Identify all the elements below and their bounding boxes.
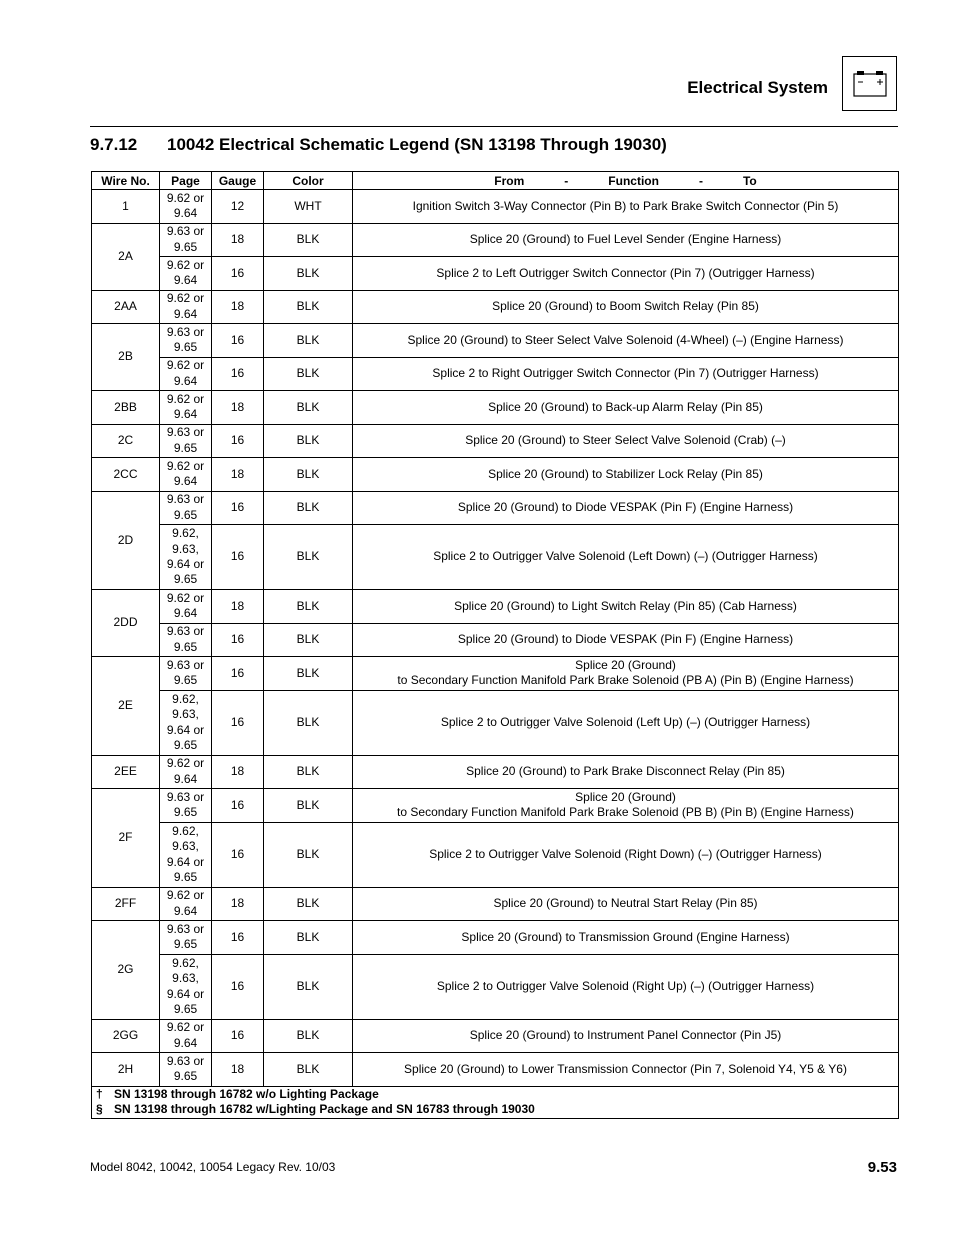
table-body (92, 190, 899, 1087)
page-cell: 9.63 or 9.65 (160, 789, 212, 823)
description-cell: Splice 20 (Ground) to Back-up Alarm Relay (Pin 85) (353, 391, 899, 425)
note-line (96, 1087, 894, 1102)
color-cell: BLK (264, 657, 353, 691)
wire-number-cell: 2GG (92, 1019, 160, 1053)
gauge-cell: 12 (212, 190, 264, 224)
description-cell: Splice 2 to Outrigger Valve Solenoid (Right Down) (–) (Outrigger Harness) (353, 822, 899, 887)
color-cell: BLK (264, 755, 353, 789)
color-cell: BLK (264, 690, 353, 755)
gauge-cell: 16 (212, 921, 264, 955)
color-cell: BLK (264, 954, 353, 1019)
table-row (92, 491, 899, 525)
table-row (92, 391, 899, 425)
color-cell: BLK (264, 491, 353, 525)
description-cell: Ignition Switch 3-Way Connector (Pin B) to Park Brake Switch Connector (Pin 5) (353, 190, 899, 224)
description-cell: Splice 20 (Ground) to Boom Switch Relay (Pin 85) (353, 290, 899, 324)
description-cell: Splice 20 (Ground) to Instrument Panel Connector (Pin J5) (353, 1019, 899, 1053)
color-cell: BLK (264, 789, 353, 823)
wire-number-cell: 2B (92, 324, 160, 391)
page-cell: 9.62 or 9.64 (160, 290, 212, 324)
battery-icon (842, 56, 897, 111)
note-line (96, 1102, 894, 1117)
gauge-cell: 16 (212, 257, 264, 291)
table-header-row (92, 172, 899, 190)
wire-legend-table (91, 171, 899, 1119)
wire-number-cell: 2BB (92, 391, 160, 425)
table-row (92, 789, 899, 823)
gauge-cell: 16 (212, 525, 264, 590)
table-row (92, 290, 899, 324)
page-cell: 9.62 or 9.64 (160, 357, 212, 391)
header-wire-no: Wire No. (92, 172, 160, 190)
gauge-cell: 16 (212, 357, 264, 391)
gauge-cell: 16 (212, 1019, 264, 1053)
page-cell: 9.63 or 9.65 (160, 223, 212, 257)
page-cell: 9.62 or 9.64 (160, 1019, 212, 1053)
description-cell: Splice 20 (Ground) to Secondary Function Manifold Park Brake Solenoid (PB A) (Pin B) (Engine Harness) (353, 657, 899, 691)
description-cell: Splice 20 (Ground) to Park Brake Disconnect Relay (Pin 85) (353, 755, 899, 789)
color-cell: BLK (264, 822, 353, 887)
table-row (92, 690, 899, 755)
table-row (92, 755, 899, 789)
description-cell: Splice 20 (Ground) to Neutral Start Relay (Pin 85) (353, 887, 899, 921)
table-row (92, 1019, 899, 1053)
page-cell: 9.63 or 9.65 (160, 424, 212, 458)
header-color: Color (264, 172, 353, 190)
description-cell: Splice 2 to Outrigger Valve Solenoid (Left Down) (–) (Outrigger Harness) (353, 525, 899, 590)
table-row (92, 424, 899, 458)
color-cell: BLK (264, 324, 353, 358)
table-row (92, 1053, 899, 1087)
description-cell: Splice 20 (Ground) to Fuel Level Sender (Engine Harness) (353, 223, 899, 257)
page-cell: 9.63 or 9.65 (160, 623, 212, 657)
page-cell: 9.62, 9.63, 9.64 or 9.65 (160, 954, 212, 1019)
page-cell: 9.62, 9.63, 9.64 or 9.65 (160, 690, 212, 755)
wire-number-cell: 2G (92, 921, 160, 1020)
header-from-function-to (353, 172, 899, 190)
gauge-cell: 18 (212, 1053, 264, 1087)
description-cell: Splice 20 (Ground) to Light Switch Relay (Pin 85) (Cab Harness) (353, 590, 899, 624)
gauge-cell: 16 (212, 623, 264, 657)
gauge-cell: 18 (212, 458, 264, 492)
description-cell: Splice 20 (Ground) to Diode VESPAK (Pin F) (Engine Harness) (353, 623, 899, 657)
description-cell: Splice 2 to Left Outrigger Switch Connector (Pin 7) (Outrigger Harness) (353, 257, 899, 291)
page-cell: 9.62 or 9.64 (160, 590, 212, 624)
description-cell: Splice 2 to Right Outrigger Switch Connector (Pin 7) (Outrigger Harness) (353, 357, 899, 391)
color-cell: BLK (264, 357, 353, 391)
page-cell: 9.62 or 9.64 (160, 458, 212, 492)
header-gauge: Gauge (212, 172, 264, 190)
page-cell: 9.63 or 9.65 (160, 491, 212, 525)
notes-cell (92, 1086, 899, 1118)
note-text: SN 13198 through 16782 w/Lighting Package and SN 16783 through 19030 (114, 1102, 535, 1116)
page-cell: 9.62, 9.63, 9.64 or 9.65 (160, 822, 212, 887)
gauge-cell: 18 (212, 887, 264, 921)
wire-number-cell: 2A (92, 223, 160, 290)
page-cell: 9.63 or 9.65 (160, 921, 212, 955)
wire-number-cell: 2F (92, 789, 160, 888)
wire-number-cell: 2E (92, 657, 160, 756)
gauge-cell: 16 (212, 690, 264, 755)
gauge-cell: 18 (212, 391, 264, 425)
gauge-cell: 18 (212, 223, 264, 257)
wire-number-cell: 2EE (92, 755, 160, 789)
color-cell: BLK (264, 921, 353, 955)
color-cell: BLK (264, 391, 353, 425)
gauge-cell: 16 (212, 789, 264, 823)
page-cell: 9.62 or 9.64 (160, 755, 212, 789)
gauge-cell: 18 (212, 290, 264, 324)
page-cell: 9.63 or 9.65 (160, 324, 212, 358)
header-function: Function (608, 173, 659, 188)
color-cell: BLK (264, 590, 353, 624)
description-cell: Splice 20 (Ground) to Steer Select Valve Solenoid (Crab) (–) (353, 424, 899, 458)
color-cell: BLK (264, 257, 353, 291)
section-title-text: 10042 Electrical Schematic Legend (SN 13198 Through 19030) (167, 135, 667, 154)
table-row (92, 921, 899, 955)
gauge-cell: 16 (212, 657, 264, 691)
footer-page-number: 9.53 (867, 1159, 897, 1176)
color-cell: BLK (264, 290, 353, 324)
color-cell: BLK (264, 623, 353, 657)
description-cell: Splice 20 (Ground) to Stabilizer Lock Relay (Pin 85) (353, 458, 899, 492)
table-row (92, 324, 899, 358)
wire-number-cell: 2DD (92, 590, 160, 657)
header-dash-2: - (698, 173, 703, 188)
footer-model-revision: Model 8042, 10042, 10054 Legacy Rev. 10/03 (90, 1160, 336, 1174)
header-from: From (494, 173, 525, 188)
notes-row (92, 1086, 899, 1118)
gauge-cell: 18 (212, 590, 264, 624)
note-symbol: § (96, 1102, 103, 1116)
page-cell: 9.62 or 9.64 (160, 257, 212, 291)
table-row (92, 887, 899, 921)
wire-number-cell: 2D (92, 491, 160, 590)
description-cell: Splice 20 (Ground) to Transmission Ground (Engine Harness) (353, 921, 899, 955)
gauge-cell: 18 (212, 755, 264, 789)
color-cell: BLK (264, 525, 353, 590)
wire-number-cell: 2C (92, 424, 160, 458)
page-cell: 9.63 or 9.65 (160, 1053, 212, 1087)
color-cell: BLK (264, 1053, 353, 1087)
description-cell: Splice 20 (Ground) to Diode VESPAK (Pin F) (Engine Harness) (353, 491, 899, 525)
table-row (92, 257, 899, 291)
color-cell: BLK (264, 424, 353, 458)
gauge-cell: 16 (212, 424, 264, 458)
table-row (92, 657, 899, 691)
note-text: SN 13198 through 16782 w/o Lighting Package (114, 1087, 379, 1101)
gauge-cell: 16 (212, 954, 264, 1019)
gauge-cell: 16 (212, 491, 264, 525)
page-cell: 9.62 or 9.64 (160, 391, 212, 425)
description-cell: Splice 20 (Ground) to Steer Select Valve Solenoid (4-Wheel) (–) (Engine Harness) (353, 324, 899, 358)
header-to: To (742, 173, 757, 188)
page-cell: 9.63 or 9.65 (160, 657, 212, 691)
table-row (92, 954, 899, 1019)
color-cell: BLK (264, 458, 353, 492)
page-cell: 9.62 or 9.64 (160, 190, 212, 224)
description-cell: Splice 2 to Outrigger Valve Solenoid (Right Up) (–) (Outrigger Harness) (353, 954, 899, 1019)
description-cell: Splice 20 (Ground) to Secondary Function Manifold Park Brake Solenoid (PB B) (Pin B) (Engine Harness) (353, 789, 899, 823)
color-cell: BLK (264, 1019, 353, 1053)
color-cell: BLK (264, 223, 353, 257)
header-divider (90, 126, 898, 127)
table-row (92, 822, 899, 887)
table-row (92, 357, 899, 391)
gauge-cell: 16 (212, 822, 264, 887)
color-cell: WHT (264, 190, 353, 224)
section-title (90, 135, 667, 155)
page-cell: 9.62, 9.63, 9.64 or 9.65 (160, 525, 212, 590)
description-cell: Splice 2 to Outrigger Valve Solenoid (Left Up) (–) (Outrigger Harness) (353, 690, 899, 755)
wire-number-cell: 2AA (92, 290, 160, 324)
table-row (92, 458, 899, 492)
header-page: Page (160, 172, 212, 190)
section-number: 9.7.12 (90, 135, 138, 154)
wire-number-cell: 2FF (92, 887, 160, 921)
description-cell: Splice 20 (Ground) to Lower Transmission Connector (Pin 7, Solenoid Y4, Y5 & Y6) (353, 1053, 899, 1087)
color-cell: BLK (264, 887, 353, 921)
table-row (92, 525, 899, 590)
wire-number-cell: 2CC (92, 458, 160, 492)
table-row (92, 223, 899, 257)
table-row (92, 623, 899, 657)
table-row (92, 590, 899, 624)
page-cell: 9.62 or 9.64 (160, 887, 212, 921)
header-dash-1: - (564, 173, 569, 188)
wire-number-cell: 2H (92, 1053, 160, 1087)
wire-number-cell: 1 (92, 190, 160, 224)
table-row (92, 190, 899, 224)
page-header-title: Electrical System (687, 78, 828, 97)
note-symbol: † (96, 1087, 103, 1101)
gauge-cell: 16 (212, 324, 264, 358)
